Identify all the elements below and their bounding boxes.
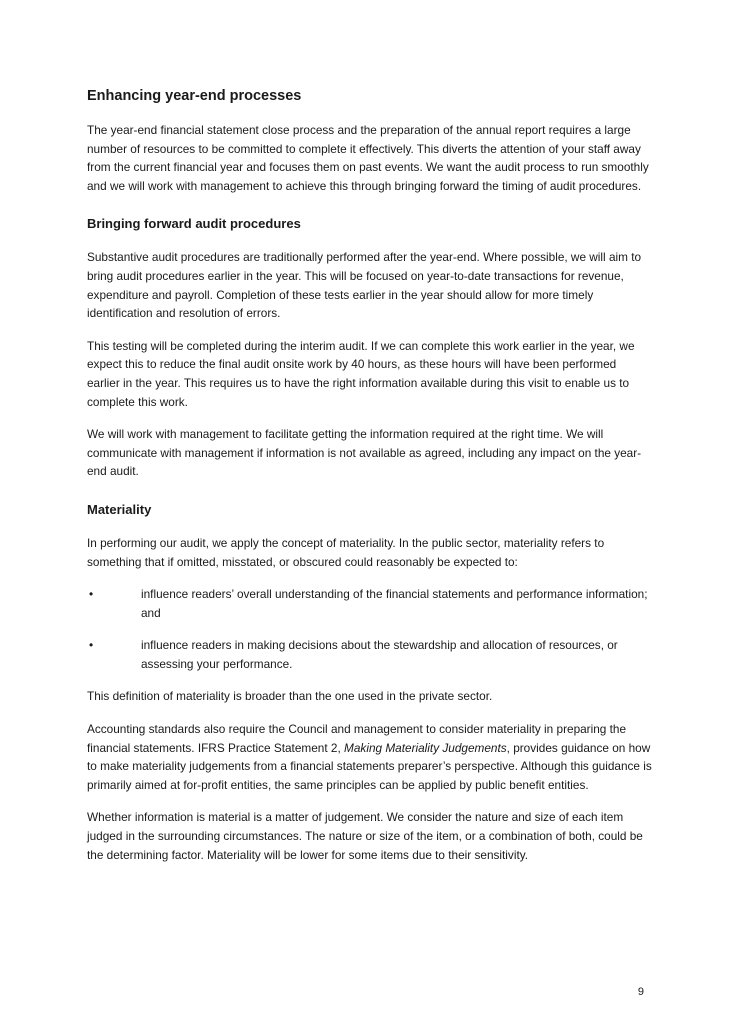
paragraph-judgement: Whether information is material is a matter of judgement. We consider the nature and size of each item judged in the surrounding circumstances. The nature or size of the item, or a combination of both, could be the determining factor. Materiality will be lower for some items due to their sensitivity. [87, 810, 643, 862]
paragraph-accounting-standards [87, 720, 652, 794]
paragraph-definition-broader: This definition of materiality is broader than the one used in the private sector. [87, 689, 493, 704]
bullet-icon: • [89, 638, 94, 653]
bullet-text: influence readers in making decisions about the stewardship and allocation of resources, or assessing your performance. [141, 638, 618, 671]
page-number: 9 [637, 986, 644, 998]
document-page [87, 86, 652, 878]
list-item [87, 585, 652, 622]
heading-materiality: Materiality [87, 501, 152, 517]
bullet-text: influence readers’ overall understanding of the financial statements and performance information; and [141, 587, 648, 620]
text-run: Accounting standards also require the Council and management to consider materiality in preparing the financial statements. IFRS Practice Statement 2, [87, 722, 627, 755]
heading-bringing-forward: Bringing forward audit procedures [87, 216, 301, 232]
paragraph-management-info: We will work with management to facilitate getting the information required at the right time. We will communicate with management if information is not available as agreed, including any impact on the year-end audit. [87, 427, 642, 479]
heading-enhancing-year-end: Enhancing year-end processes [87, 88, 302, 104]
publication-title: Making Materiality Judgements [344, 740, 507, 755]
paragraph-substantive-procedures: Substantive audit procedures are traditionally performed after the year-end. Where possible, we will aim to bring audit procedures earlier in the year. This will be focused on year-to-date transactions for revenue, expenditure and payroll. Completion of these tests earlier in the year should allow for more timely identification and resolution of errors. [87, 250, 642, 321]
list-item [87, 636, 652, 673]
text-run: , provides guidance on how to make materiality judgements from a financial statements preparer’s perspective. Although this guidance is primarily aimed at for-profit entities, the same principles can be applied by public benefit entities. [87, 740, 652, 792]
paragraph-materiality-concept: In performing our audit, we apply the concept of materiality. In the public sector, materiality refers to something that if omitted, misstated, or obscured could reasonably be expected to: [87, 535, 605, 569]
bullet-icon: • [89, 587, 94, 602]
paragraph-interim-audit: This testing will be completed during the interim audit. If we can complete this work earlier in the year, we expect this to reduce the final audit onsite work by 40 hours, as these hours will have been performed earlier in the year. This requires us to have the right information available during this visit to enable us to complete this work. [87, 338, 635, 409]
paragraph-year-end-close: The year-end financial statement close process and the preparation of the annual report requires a large number of resources to be committed to complete it effectively. This diverts the attention of your staff away from the current financial year and focuses them on past events. We want the audit process to run smoothly and we will work with management to achieve this through bringing forward the timing of audit procedures. [87, 123, 649, 193]
